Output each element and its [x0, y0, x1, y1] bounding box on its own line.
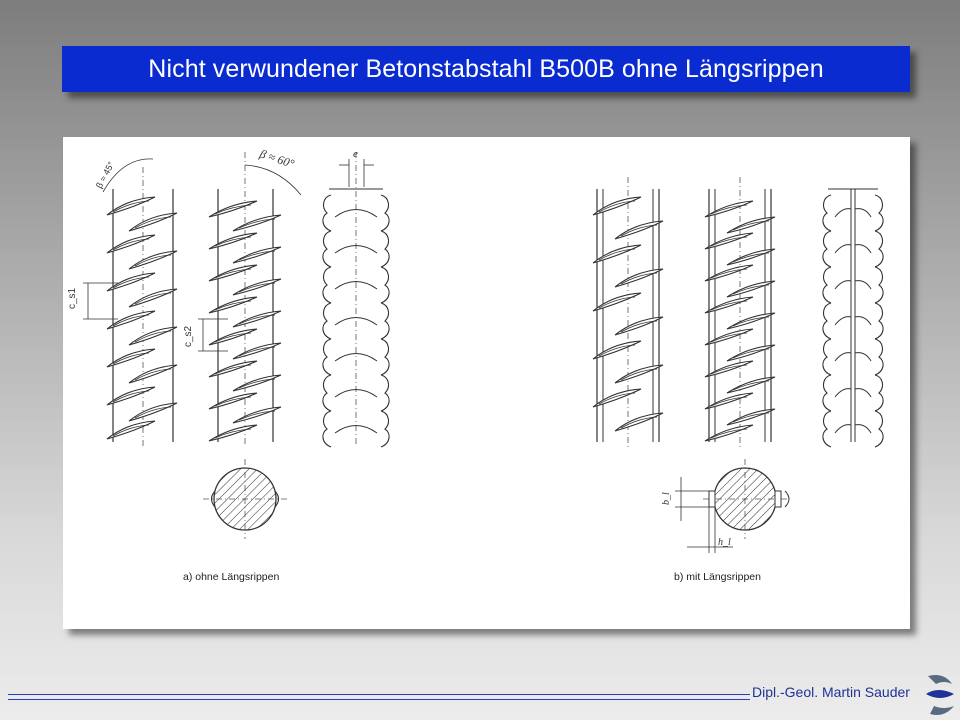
rebar-a-front-2 [198, 152, 301, 447]
rebar-a-front-1 [83, 159, 177, 447]
logo-icon [924, 672, 958, 718]
dim-h-l: h_l [718, 537, 731, 548]
dim-c-s2: c_s2 [183, 325, 194, 347]
dim-e: e [353, 148, 358, 160]
rebar-a-side [323, 152, 389, 447]
cross-section-a [203, 459, 287, 539]
slide-title: Nicht verwundener Betonstabstahl B500B ohne Längsrippen [148, 54, 824, 83]
dim-b-l: b_l [661, 492, 672, 505]
rebar-drawing-svg [63, 137, 910, 629]
footer-author: Dipl.-Geol. Martin Sauder [752, 684, 910, 700]
dim-angle-top: β ≈ 45° [93, 159, 117, 190]
rebar-drawing [63, 137, 910, 629]
rebar-b-front-2 [705, 177, 775, 447]
dim-c-s1: c_s1 [67, 287, 78, 309]
footer-rule [8, 694, 750, 700]
title-bar [62, 46, 910, 92]
rebar-b-side [823, 189, 883, 447]
caption-b: b) mit Längsrippen [674, 571, 761, 583]
rebar-b-front-1 [593, 177, 663, 447]
dim-beta: β ≈ 60° [258, 146, 297, 171]
cross-section-b [675, 459, 789, 553]
caption-a: a) ohne Längsrippen [183, 571, 280, 583]
